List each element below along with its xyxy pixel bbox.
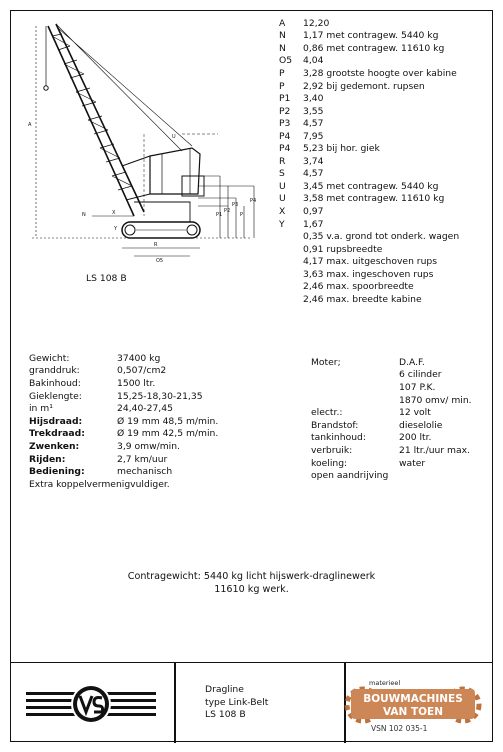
- spec-row: [311, 432, 472, 445]
- spec-key: Extra koppelvermenigvuldiger.: [29, 478, 170, 490]
- spec-row: [279, 180, 459, 193]
- spec-key: P3: [279, 118, 291, 130]
- specs-right: [311, 356, 472, 482]
- spec-row: [311, 444, 472, 457]
- spec-row: [311, 369, 472, 382]
- spec-row: [29, 365, 218, 378]
- spec-row: [279, 205, 459, 218]
- spec-value: Ø 19 mm 48,5 m/min.: [117, 415, 219, 427]
- watermark-stamp: [343, 675, 483, 735]
- spec-value: 12,20: [303, 17, 330, 29]
- spec-key: verbruik:: [311, 444, 353, 456]
- spec-row: [29, 440, 218, 453]
- spec-value: 2,46 max. spoorbreedte: [303, 281, 414, 293]
- spec-key: Brandstof:: [311, 419, 359, 431]
- spec-row: [279, 218, 459, 231]
- spec-key: tankinhoud:: [311, 432, 366, 444]
- spec-row: [311, 381, 472, 394]
- footer-model-text: [205, 684, 268, 722]
- label-u: U: [172, 134, 176, 140]
- counterweight-note: [0, 570, 503, 596]
- spec-row: [279, 55, 459, 68]
- spec-value: 3,74: [303, 155, 324, 167]
- spec-row: [311, 457, 472, 470]
- label-a: A: [28, 122, 32, 128]
- spec-key: Gieklengte:: [29, 390, 82, 402]
- spec-value: 4,04: [303, 55, 324, 67]
- spec-key: Trekdraad:: [29, 428, 85, 440]
- footer-line-2: type Link-Belt: [205, 696, 269, 708]
- spec-key: Hijsdraad:: [29, 415, 83, 427]
- dimension-table: [279, 17, 459, 306]
- spec-row: [311, 419, 472, 432]
- spec-value: 0,91 rupsbreedte: [303, 243, 383, 255]
- stamp-code: VSN 102 035-1: [371, 724, 428, 733]
- spec-row: [279, 193, 459, 206]
- footer-divider: [174, 663, 176, 743]
- spec-row: [279, 293, 459, 306]
- spec-value: water: [399, 457, 426, 469]
- label-p1: P1: [216, 212, 223, 218]
- spec-value: 2,46 max. breedte kabine: [303, 293, 422, 305]
- spec-value: 21 ltr./uur max.: [399, 444, 470, 456]
- spec-value: 3,45 met contragew. 5440 kg: [303, 180, 439, 192]
- spec-row: [279, 280, 459, 293]
- spec-value: 3,63 max. ingeschoven rups: [303, 268, 434, 280]
- label-p2: P2: [224, 208, 231, 214]
- spec-value: 7,95: [303, 130, 324, 142]
- spec-row: [279, 42, 459, 55]
- spec-row: [29, 428, 218, 441]
- spec-key: U: [279, 193, 286, 205]
- spec-row: [311, 469, 472, 482]
- spec-row: [29, 478, 218, 491]
- spec-key: Bakinhoud:: [29, 377, 81, 389]
- spec-key: N: [279, 30, 286, 42]
- label-n: N: [82, 212, 86, 218]
- spec-value: 3,58 met contragew. 11610 kg: [303, 193, 445, 205]
- spec-value: 15,25-18,30-21,35: [117, 390, 203, 402]
- spec-key: koeling:: [311, 457, 348, 469]
- manufacturer-logo: [22, 680, 160, 726]
- stamp-text-1: BOUWMACHINES: [363, 693, 463, 705]
- spec-value: 200 ltr.: [399, 432, 432, 444]
- spec-row: [279, 80, 459, 93]
- spec-row: [29, 390, 218, 403]
- spec-row: [311, 394, 472, 407]
- spec-row: [311, 356, 472, 369]
- spec-value: 1,67: [303, 218, 324, 230]
- spec-row: [279, 30, 459, 43]
- counterweight-line-1: Contragewicht: 5440 kg licht hijswerk-draglinewerk: [127, 571, 376, 582]
- spec-value: 3,9 omw/min.: [117, 440, 180, 452]
- spec-value: 4,57: [303, 168, 324, 180]
- spec-value: 1500 ltr.: [117, 377, 156, 389]
- spec-value: 1,17 met contragew. 5440 kg: [303, 30, 439, 42]
- spec-value: dieselolie: [399, 419, 443, 431]
- spec-value: 0,35 v.a. grond tot onderk. wagen: [303, 231, 460, 243]
- spec-key: N: [279, 42, 286, 54]
- label-o5: O5: [156, 258, 164, 264]
- spec-key: O5: [279, 55, 293, 67]
- spec-value: D.A.F.: [399, 356, 425, 368]
- label-x: X: [112, 210, 116, 216]
- spec-key: electr.:: [311, 407, 343, 419]
- spec-row: [279, 67, 459, 80]
- spec-key: P4: [279, 143, 291, 155]
- spec-key: S: [279, 168, 285, 180]
- spec-value: 6 cilinder: [399, 369, 442, 381]
- spec-row: [279, 255, 459, 268]
- spec-key: Bediening:: [29, 466, 85, 478]
- spec-row: [29, 352, 218, 365]
- counterweight-line-2: 11610 kg werk.: [214, 584, 289, 595]
- spec-row: [29, 415, 218, 428]
- spec-row: [311, 406, 472, 419]
- specs-left: [29, 352, 218, 491]
- spec-row: [279, 243, 459, 256]
- spec-row: [279, 92, 459, 105]
- spec-row: [279, 17, 459, 30]
- spec-value: 2,92 bij gedemont. rupsen: [303, 80, 425, 92]
- spec-value: 5,23 bij hor. giek: [303, 143, 380, 155]
- spec-value: mechanisch: [117, 466, 173, 478]
- spec-value: 107 P.K.: [399, 381, 436, 393]
- label-p3: P3: [232, 202, 239, 208]
- spec-row: [279, 268, 459, 281]
- stamp-text-2: VAN TOEN: [382, 706, 444, 718]
- spec-row: [279, 105, 459, 118]
- spec-key: granddruk:: [29, 365, 80, 377]
- spec-value: 0,86 met contragew. 11610 kg: [303, 42, 445, 54]
- spec-key: open aandrijving: [311, 470, 389, 482]
- spec-row: [279, 168, 459, 181]
- spec-value: 4,17 max. uitgeschoven rups: [303, 256, 438, 268]
- spec-row: [279, 130, 459, 143]
- footer-line-1: Dragline: [205, 684, 244, 695]
- spec-value: 0,507/cm2: [117, 365, 167, 377]
- footer-line-3: LS 108 B: [205, 709, 246, 720]
- spec-value: 3,28 grootste hoogte over kabine: [303, 67, 457, 79]
- spec-row: [29, 377, 218, 390]
- spec-value: 4,57: [303, 118, 324, 130]
- spec-value: 3,55: [303, 105, 324, 117]
- spec-value: 37400 kg: [117, 352, 161, 364]
- spec-key: Moter;: [311, 356, 341, 368]
- spec-value: 1870 omv/ min.: [399, 394, 472, 406]
- spec-value: 2,7 km/uur: [117, 453, 168, 465]
- label-r: R: [154, 242, 158, 248]
- spec-value: 12 volt: [399, 407, 431, 419]
- spec-key: P: [279, 80, 285, 92]
- spec-value: 0,97: [303, 205, 324, 217]
- stamp-top-text: materieel: [369, 679, 401, 687]
- spec-key: Zwenken:: [29, 440, 80, 452]
- crane-drawing: [22, 16, 280, 266]
- spec-key: A: [279, 17, 286, 29]
- spec-key: P1: [279, 93, 291, 105]
- drawing-caption: LS 108 B: [86, 273, 127, 284]
- spec-key: P2: [279, 105, 291, 117]
- spec-key: P: [279, 67, 285, 79]
- spec-key: P4: [279, 130, 291, 142]
- spec-key: Rijden:: [29, 453, 66, 465]
- spec-key: R: [279, 155, 286, 167]
- spec-key: in m¹: [29, 403, 53, 415]
- spec-value: 24,40-27,45: [117, 403, 173, 415]
- spec-row: [279, 230, 459, 243]
- spec-key: X: [279, 205, 286, 217]
- spec-row: [279, 142, 459, 155]
- spec-row: [29, 402, 218, 415]
- spec-row: [279, 155, 459, 168]
- label-p: P: [240, 212, 244, 218]
- spec-key: U: [279, 180, 286, 192]
- spec-key: Gewicht:: [29, 352, 70, 364]
- label-y: Y: [114, 226, 118, 232]
- spec-row: [279, 117, 459, 130]
- label-p4: P4: [250, 198, 257, 204]
- spec-row: [29, 465, 218, 478]
- spec-value: 3,40: [303, 93, 324, 105]
- spec-key: Y: [279, 218, 285, 230]
- spec-row: [29, 453, 218, 466]
- spec-value: Ø 19 mm 42,5 m/min.: [117, 428, 219, 440]
